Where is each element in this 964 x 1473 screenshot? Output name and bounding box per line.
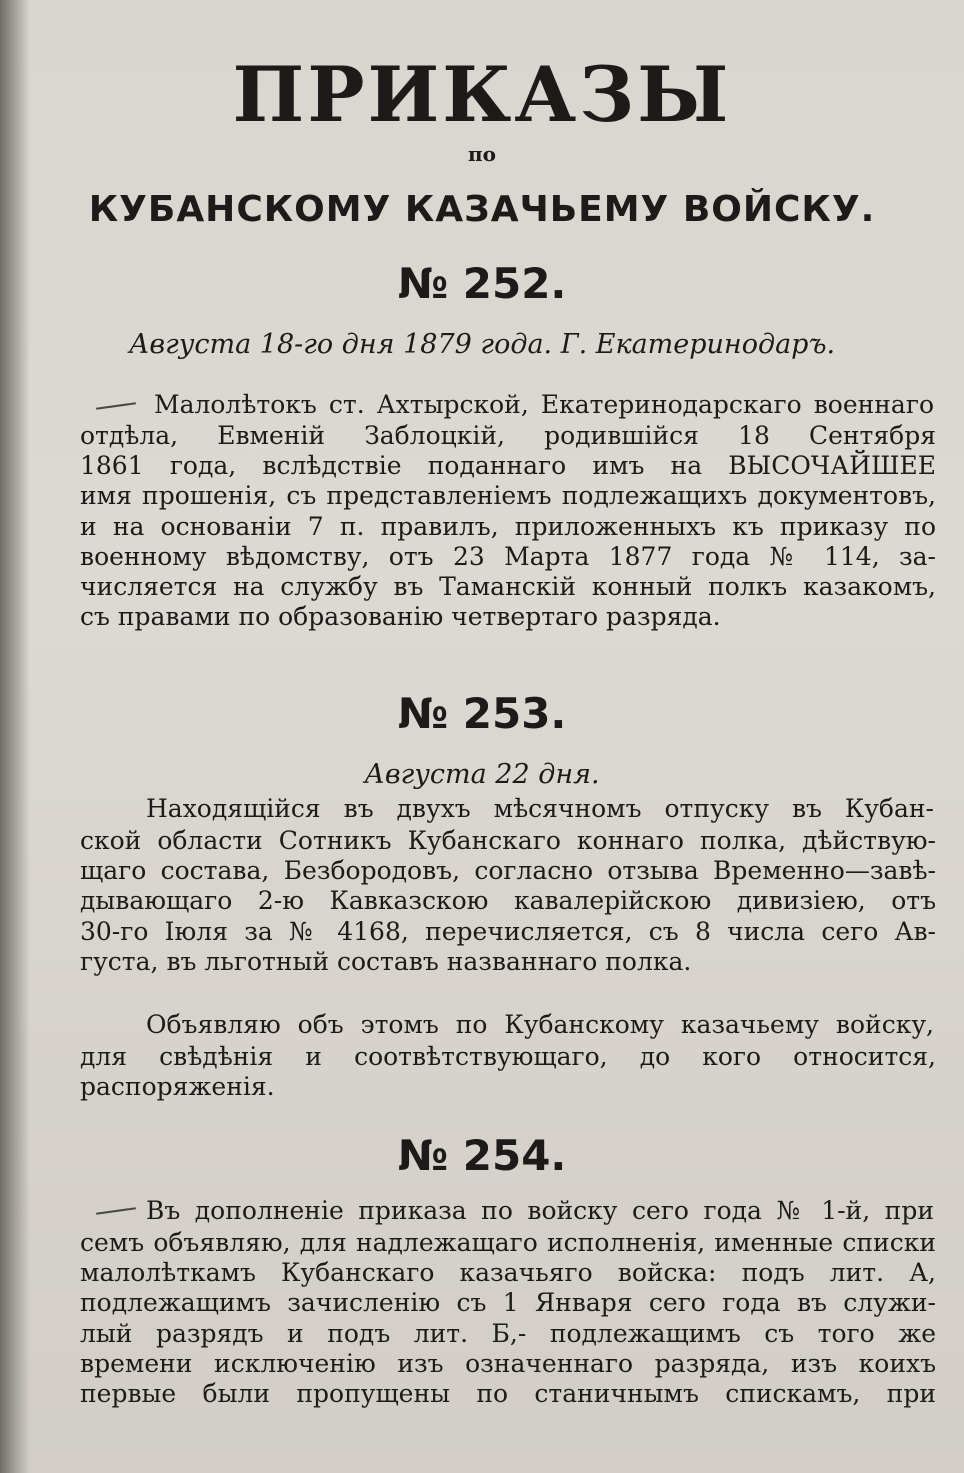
text-line: военному вѣдомству, отъ 23 Марта 1877 года № 114, за- (80, 541, 936, 571)
order-text-253-line-0: Находящiйся въ двухъ мѣсячномъ отпуску въ Кубан- (146, 794, 934, 823)
text-line: числяется на службу въ Таманскiй конный полкъ казакомъ, (80, 572, 936, 602)
text-line: подлежащимъ зачисленiю съ 1 Января сего года въ служи- (80, 1288, 936, 1318)
margin-dash-mark (96, 1207, 136, 1215)
text-line: густа, въ льготный составъ названнаго полка. (80, 946, 692, 976)
order-text-254 (80, 1228, 936, 1409)
text-line: времени исключенiю изъ означеннаго разряда, изъ коихъ (80, 1348, 936, 1378)
page-subtitle: КУБАНСКОМУ КАЗАЧЬЕМУ ВОЙСКУ. (88, 189, 876, 230)
order-text-254-line-0: Въ дополненiе приказа по войску сего года № 1-й, при (146, 1196, 934, 1225)
text-line: первые были пропущены по станичнымъ спискамъ, при (80, 1379, 936, 1409)
order-date-253: Августа 22 дня. (364, 759, 600, 790)
order-text-252-line-0: Малолѣтокъ ст. Ахтырской, Екатеринодарскаго военнаго (154, 390, 934, 419)
text-line: отдѣла, Евменiй Заблоцкiй, родившiйся 18 Сентября (80, 421, 936, 450)
order-date-252: Августа 18-го дня 1879 года. Г. Екатеринодаръ. (128, 329, 836, 360)
order-number-252: № 252. (397, 259, 567, 308)
text-line: семъ объявляю, для надлежащаго исполненiя, именные списки (80, 1228, 936, 1257)
text-line: для свѣдѣнiя и соотвѣтствующаго, до кого относится, (80, 1042, 936, 1071)
order-number-253: № 253. (397, 689, 567, 738)
text-line: 1861 года, вслѣдствiе поданнаго имъ на ВЫСОЧАЙШЕЕ (80, 451, 936, 481)
text-line: 30-го Iюля за № 4168, перечисляется, съ 8 числа сего Ав- (80, 916, 936, 946)
text-line: лый разрядъ и подъ лит. Б,- подлежащимъ съ того же (80, 1318, 936, 1348)
text-line: и на основанiи 7 п. правилъ, приложенныхъ къ приказу по (80, 511, 936, 541)
order-text-253b-line-0: Объявляю объ этомъ по Кубанскому казачьему войску, (146, 1010, 934, 1039)
order-text-253 (80, 826, 936, 977)
order-text-252 (80, 421, 936, 632)
order-text-253b (80, 1042, 936, 1102)
order-number-254: № 254. (397, 1131, 567, 1180)
text-line: съ правами по образованiю четвертаго разряда. (80, 602, 721, 632)
text-line: имя прошенiя, съ представленiемъ подлежащихъ документовъ, (80, 481, 936, 511)
title-preposition: по (468, 142, 496, 166)
text-line: ской области Сотникъ Кубанскаго коннаго полка, дѣйствую- (80, 826, 936, 855)
page-title: ПРИКАЗЫ (232, 50, 732, 139)
text-line: распоряженiя. (80, 1072, 275, 1102)
margin-dash-mark (96, 402, 136, 410)
text-line: щаго состава, Безбородовъ, согласно отзыва Временно—завѣ- (80, 856, 936, 886)
text-line: дывающаго 2-ю Кавказскою кавалерiйскою дивизiею, отъ (80, 886, 936, 916)
text-line: малолѣткамъ Кубанскаго казачьяго войска: подъ лит. А, (80, 1258, 936, 1288)
